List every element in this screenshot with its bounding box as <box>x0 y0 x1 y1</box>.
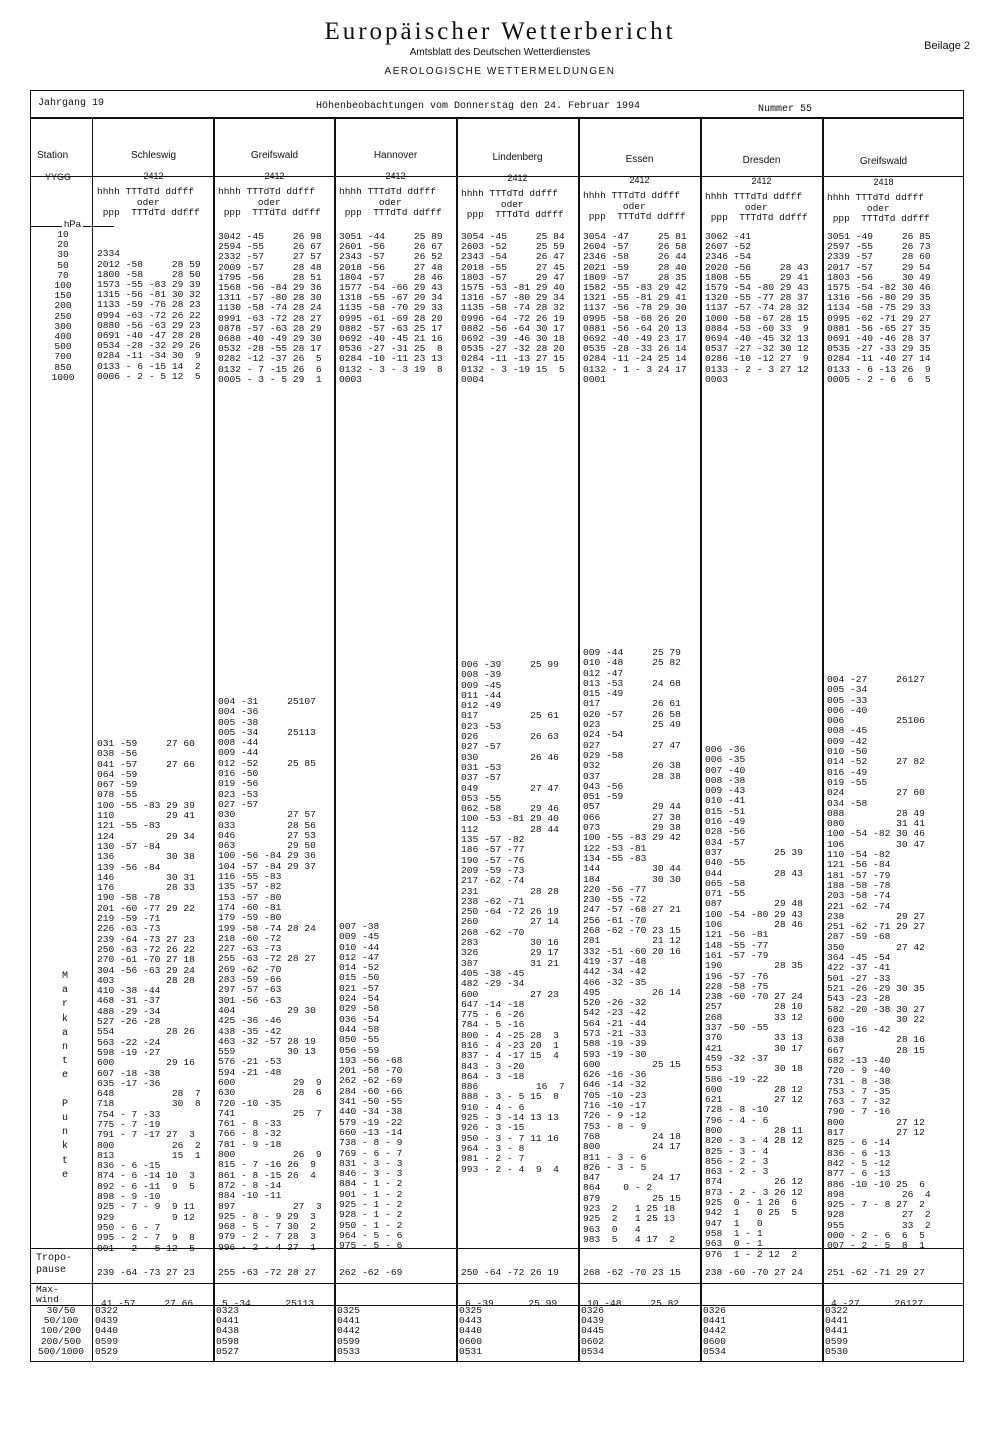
station-yygg: 2418 <box>873 177 894 187</box>
significant-points-data: 004 -27 26127 005 -34 005 -33 006 -40 006 25106 008 -45 009 -42 010 -50 014 -52 27 82 016 -49 019 -55 024 27 60 034 -58 088 28 49 080 31 41 100 -54 -82 30 46 106 30 47 110 -54 -82 121 -56 -84 181 -57 -79 188 -58 -78 203 -58 -74 221 -62 -74 238 29 27 251 -62 -71 29 27 287 -59 -68 350 27 42 364 -45 -54 422 -37 -41 501 -27 -33 521 -26 -29 30 35 543 -23 -28 582 -20 -38 30 27 600 30 22 623 -16 -42 638 28 16 667 28 15 682 -13 -40 720 - 9 -40 731 - 8 -38 753 - 7 -35 763 - 7 -32 790 - 7 -16 800 27 12 817 27 12 825 - 6 -14 836 - 6 -13 842 - 5 -12 877 - 6 -13 886 -10 -10 25 6 898 26 4 925 - 7 - 8 27 2 928 27 2 955 33 2 000 - 2 - 6 6 5 007 - 2 - 5 8 1 <box>827 674 931 1252</box>
standard-levels-data: 3042 -45 26 98 2594 -55 26 67 2332 -57 27 57 2009 -57 28 48 1795 -56 28 51 1568 -56 -84 29 36 1311 -57 -80 28 30 1130 -58 -74 28 24 0991 -63 -72 28 27 0878 -57 -63 28 29 0688 -40 -49 29 30 0532 -28 -55 28 17 0282 -12 -37 26 5 0132 - 7 -15 26 6 0005 - 3 - 5 29 1 <box>218 231 322 385</box>
tropopause-data: 262 -62 -69 <box>339 1267 403 1278</box>
station-yygg: 2412 <box>629 175 650 185</box>
significant-points-data: 006 -39 25 99 008 -39 009 -45 011 -44 012 -49 017 25 61 023 -53 026 26 63 027 -57 030 26 46 031 -53 037 -57 049 27 47 053 -55 062 -58 29 46 100 -53 -81 29 40 112 28 44 135 -57 -82 186 -57 -77 190 -57 -76 209 -59 -73 217 -62 -74 231 28 28 238 -62 -71 250 -64 -72 26 19 260 27 14 268 -62 -70 283 30 16 326 29 17 387 31 21 405 -38 -45 482 -29 -34 600 27 23 647 -14 -18 775 - 6 -26 784 - 5 -16 800 - 4 -25 28 3 816 - 4 -23 20 1 837 - 4 -17 15 4 843 - 3 -20 864 - 3 -18 886 16 7 888 - 3 - 5 15 8 910 - 4 - 6 925 - 3 -14 13 13 926 - 3 -15 950 - 3 - 7 11 16 964 - 3 - 8 981 - 2 - 7 993 - 2 - 4 9 4 <box>461 659 565 1175</box>
column-header: hhhh TTTdTd ddfff oder ppp TTTdTd ddfff <box>461 188 564 220</box>
wind-shear-data: 0325 0441 0442 0599 0533 <box>337 1305 361 1357</box>
maxwind-data: 41 -57 27 66 <box>101 1298 194 1309</box>
station-name: Essen <box>625 154 654 165</box>
station-label: Station <box>37 150 69 161</box>
wind-shear-data: 0323 0441 0438 0598 0527 <box>216 1305 240 1357</box>
page-title: Europäischer Wetterbericht <box>324 18 676 45</box>
markante-punkte-label: M a r k a n t e P u n k t e <box>61 971 68 1181</box>
maxwind-data: 10 -48 25 82 <box>587 1298 680 1309</box>
standard-levels-data: 3054 -47 25 81 2604 -57 26 58 2346 -58 26 44 2021 -59 28 40 1809 -57 28 35 1582 -55 -83 29 42 1321 -55 -81 29 41 1137 -56 -78 29 30 0995 -58 -68 26 20 0881 -56 -64 20 13 0692 -40 -49 23 17 0535 -28 -33 26 14 0284 -11 -24 25 14 0132 - 1 - 3 24 17 0001 <box>583 231 687 385</box>
wind-shear-data: 0322 0441 0441 0599 0530 <box>825 1305 849 1357</box>
significant-points-data: 031 -59 27 60 038 -56 041 -57 27 66 064 -59 067 -59 078 -55 100 -55 -83 29 39 110 29 41 121 -55 -83 124 29 34 130 -57 -84 136 30 38 139 -56 -84 146 30 31 176 28 33 190 -58 -78 201 -60 -77 29 22 219 -59 -71 226 -63 -73 239 -64 -73 27 23 250 -63 -72 26 22 270 -61 -70 27 18 304 -56 -63 29 24 403 28 28 410 -38 -44 468 -31 -37 488 -29 -34 527 -26 -28 554 28 26 563 -22 -24 598 -19 -27 600 29 16 607 -18 -38 635 -17 -36 648 28 7 718 30 8 754 - 7 -33 775 - 7 -19 791 - 7 -17 27 3 800 26 2 813 15 1 836 - 6 -15 874 - 6 -14 10 3 892 - 6 -11 9 5 898 - 9 -10 925 - 7 - 9 9 11 929 9 12 950 - 6 - 7 995 - 2 - 7 9 8 001 - 2 - 5 12 5 <box>97 738 201 1254</box>
observation-heading: Höhenbeobachtungen vom Donnerstag den 24. Februar 1994 <box>316 101 641 112</box>
column-header: hhhh TTTdTd ddfff oder ppp TTTdTd ddfff <box>339 186 442 218</box>
station-yygg: 2412 <box>507 173 528 183</box>
station-yygg: 2412 <box>143 171 164 181</box>
maxwind-label: Max- wind <box>36 1284 59 1305</box>
station-name: Greifswald <box>250 150 299 161</box>
column-header: hhhh TTTdTd ddfff oder ppp TTTdTd ddfff <box>218 186 321 218</box>
standard-levels-data: 3062 -41 2607 -52 2346 -54 2020 -56 28 43 1808 -55 29 41 1579 -54 -80 29 43 1320 -55 -77 28 37 1137 -57 -74 28 32 1000 -58 -67 28 15 0884 -53 -60 33 9 0694 -40 -45 32 13 0537 -27 -32 30 12 0286 -10 -12 27 9 0133 - 2 - 3 27 12 0003 <box>705 231 809 385</box>
standard-levels-data: 3054 -45 25 84 2603 -52 25 59 2343 -54 26 47 2018 -55 27 45 1803 -57 29 47 1575 -53 -81 29 40 1316 -57 -80 29 34 1135 -58 -74 28 32 0996 -64 -72 26 19 0882 -56 -64 30 17 0692 -39 -46 30 18 0535 -27 -32 28 20 0284 -11 -13 27 15 0132 - 3 -19 15 5 0004 <box>461 231 565 385</box>
station-name: Greifswald <box>859 156 908 167</box>
wind-shear-labels: 30/50 50/100 100/200 200/500 500/1000 <box>37 1305 85 1357</box>
significant-points-data: 007 -38 009 -45 010 -44 012 -47 014 -52 015 -50 021 -57 024 -54 029 -58 036 -54 044 -58 050 -55 056 -59 193 -56 -68 201 -58 -70 262 -62 -69 284 -60 -66 341 -50 -55 440 -34 -38 579 -19 -22 660 -13 -14 738 - 8 - 9 769 - 6 - 7 831 - 3 - 3 846 - 3 - 3 884 - 1 - 2 901 - 1 - 2 925 - 1 - 2 928 - 1 - 2 950 - 1 - 2 964 - 5 - 6 975 - 5 - 6 <box>339 921 403 1252</box>
standard-levels-data: 3051 -49 26 85 2597 -55 26 73 2339 -57 28 60 2017 -57 29 54 1803 -56 30 49 1575 -54 -82 30 46 1316 -56 -80 29 35 1134 -58 -75 29 33 0995 -62 -71 29 27 0881 -56 -65 27 35 0691 -40 -46 28 37 0535 -27 -33 29 35 0284 -11 -40 27 14 0133 - 6 -13 26 9 0005 - 2 - 6 6 5 <box>827 231 931 385</box>
station-name: Hannover <box>373 150 418 161</box>
column-header: hhhh TTTdTd ddfff oder ppp TTTdTd ddfff <box>827 192 930 224</box>
hpa-label: hPa <box>64 219 81 230</box>
maxwind-data: 4 -27 26127 <box>831 1298 924 1309</box>
wind-shear-data: 0325 0443 0440 0600 0531 <box>459 1305 483 1357</box>
section-title: AEROLOGISCHE WETTERMELDUNGEN <box>384 66 616 77</box>
significant-points-data: 004 -31 25107 004 -36 005 -38 005 -34 25113 008 -44 009 -44 012 -52 25 85 016 -50 019 -56 023 -53 027 -57 030 27 57 033 28 56 046 27 53 063 29 50 100 -56 -84 29 36 104 -57 -84 29 37 116 -55 -83 135 -57 -82 153 -57 -80 174 -60 -81 179 -59 -80 199 -58 -74 28 24 218 -60 -72 227 -63 -73 255 -63 -72 28 27 269 -62 -70 283 -59 -66 297 -57 -63 301 -56 -63 404 29 30 425 -36 -46 438 -35 -42 463 -32 -57 28 19 559 30 13 576 -21 -53 594 -21 -48 600 29 9 630 28 6 720 -10 -35 741 25 7 761 - 8 -33 766 - 8 -32 781 - 9 -18 800 26 9 815 - 7 -16 26 9 861 - 8 -15 26 4 872 - 8 -14 884 -10 -11 897 27 3 925 - 8 - 9 29 3 968 - 5 - 7 30 2 979 - 2 - 7 28 3 996 - 2 - 4 27 1 <box>218 696 322 1253</box>
jahrgang-label: Jahrgang 19 <box>38 98 105 109</box>
station-name: Dresden <box>742 155 781 166</box>
nummer-label: Nummer 55 <box>758 104 813 115</box>
significant-points-data: 009 -44 25 79 010 -48 25 82 012 -47 013 -53 24 68 015 -49 017 26 61 020 -57 26 58 023 25 49 024 -54 027 27 47 029 -58 032 26 38 037 28 38 043 -56 051 -59 057 29 44 066 27 38 073 29 38 100 -55 -83 29 42 122 -53 -81 134 -55 -83 144 30 44 184 30 30 220 -56 -77 230 -55 -72 247 -57 -68 27 21 256 -61 -70 268 -62 -70 23 15 281 21 12 332 -51 -60 20 16 419 -37 -48 442 -34 -42 466 -32 -35 495 26 14 520 -26 -32 542 -23 -42 564 -21 -44 573 -21 -33 588 -19 -39 593 -19 -30 600 25 15 626 -16 -36 646 -14 -32 705 -10 -23 716 -10 -17 726 - 9 -12 753 - 8 - 9 768 24 18 800 24 17 811 - 3 - 6 826 - 3 - 5 847 24 17 864 0 - 2 879 25 15 923 2 1 25 18 925 2 1 25 13 963 0 4 983 5 4 17 2 <box>583 647 681 1245</box>
standard-levels-data: 3051 -44 25 89 2601 -56 26 67 2343 -57 26 52 2018 -56 27 48 1804 -57 28 46 1577 -54 -66 29 43 1318 -55 -67 29 34 1135 -58 -70 29 33 0995 -61 -69 28 20 0882 -57 -63 25 17 0692 -40 -45 21 16 0536 -27 -31 25 8 0284 -10 -11 23 13 0132 - 3 - 3 19 8 0003 <box>339 231 443 385</box>
standard-levels-data: 2334 2012 -58 28 59 1800 -58 28 50 1573 -55 -83 29 39 1315 -56 -81 30 32 1133 -59 -76 28 23 0994 -63 -72 26 22 0880 -56 -63 29 23 0691 -40 -47 28 28 0534 -28 -32 29 26 0284 -11 -34 30 9 0133 - 6 -15 14 2 0006 - 2 - 5 12 5 <box>97 248 201 382</box>
column-header: hhhh TTTdTd ddfff oder ppp TTTdTd ddfff <box>705 191 808 223</box>
beilage-label: Beilage 2 <box>924 40 970 52</box>
station-name: Lindenberg <box>492 152 543 163</box>
wind-shear-data: 0326 0441 0442 0600 0534 <box>703 1305 727 1357</box>
station-name: Schleswig <box>130 150 177 161</box>
maxwind-data: 5 -34 25113 <box>222 1298 315 1309</box>
yygg-label: YYGG <box>45 172 72 182</box>
tropopause-data: 238 -60 -70 27 24 <box>705 1267 803 1278</box>
tropopause-data: 250 -64 -72 26 19 <box>461 1267 559 1278</box>
station-yygg: 2412 <box>751 176 772 186</box>
tropopause-data: 268 -62 -70 23 15 <box>583 1267 681 1278</box>
tropopause-data: 251 -62 -71 29 27 <box>827 1267 925 1278</box>
wind-shear-data: 0322 0439 0440 0599 0529 <box>95 1305 119 1357</box>
column-header: hhhh TTTdTd ddfff oder ppp TTTdTd ddfff <box>583 190 686 222</box>
pressure-levels: 10 20 30 50 70 100 150 200 250 300 400 500 700 850 1000 <box>51 229 75 383</box>
tropopause-data: 239 -64 -73 27 23 <box>97 1267 195 1278</box>
station-yygg: 2412 <box>385 171 406 181</box>
page-subtitle: Amtsblatt des Deutschen Wetterdienstes <box>409 47 591 58</box>
maxwind-data: 6 -39 25 99 <box>465 1298 558 1309</box>
tropopause-data: 255 -63 -72 28 27 <box>218 1267 316 1278</box>
column-header: hhhh TTTdTd ddfff oder ppp TTTdTd ddfff <box>97 186 200 218</box>
wind-shear-data: 0326 0439 0445 0602 0534 <box>581 1305 605 1357</box>
tropopause-label: Tropo- pause <box>36 1253 73 1276</box>
station-yygg: 2412 <box>264 171 285 181</box>
significant-points-data: 006 -36 006 -35 007 -40 008 -38 009 -43 010 -41 015 -51 016 -49 028 -56 034 -57 037 25 39 040 -55 044 28 43 065 -58 071 -55 087 29 48 100 -54 -80 29 43 106 28 46 121 -56 -81 148 -55 -77 161 -57 -79 190 28 35 196 -57 -76 228 -58 -75 238 -60 -70 27 24 257 28 10 268 33 12 337 -50 -55 370 33 13 421 30 17 459 -32 -37 553 30 18 586 -19 -22 600 28 12 621 27 12 728 - 8 -10 796 - 4 - 6 800 28 11 820 - 3 - 4 28 12 825 - 3 - 4 856 - 2 - 3 863 - 2 - 3 874 26 12 873 - 2 - 3 26 12 925 0 - 1 26 6 942 1 0 25 5 947 1 0 958 1 - 1 963 0 - 1 976 1 - 2 12 2 <box>705 744 803 1260</box>
